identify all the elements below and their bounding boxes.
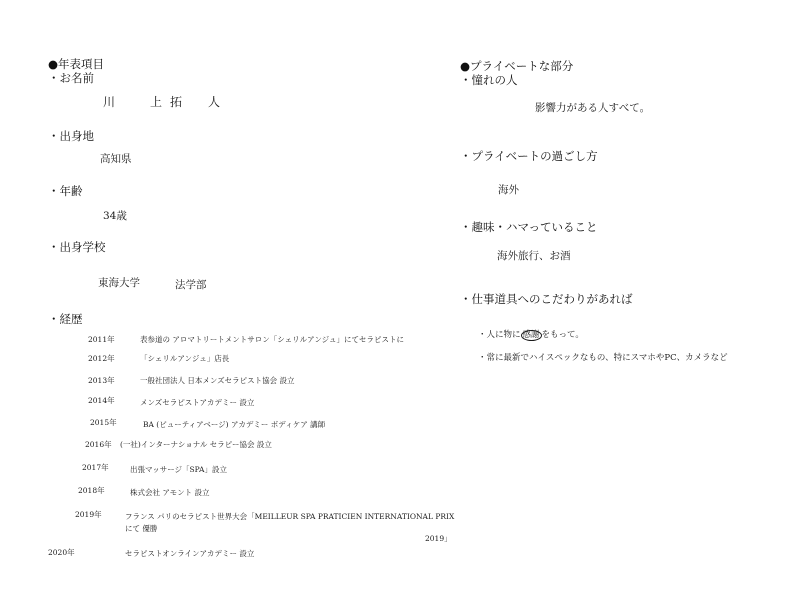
idol-value: 影響力がある人すべて。 [535,102,651,114]
career-entry: 一般社団法人 日本メンズセラピスト協会 設立 [140,376,295,385]
career-year: 2019年 [75,510,102,519]
age-value: 34歳 [103,210,127,222]
idol-label: ・憧れの人 [460,73,518,87]
career-entry: フランス パリのセラピスト世界大会「MEILLEUR SPA PRATICIEN INTERNATIONAL PRIX [125,512,455,521]
career-entry: 出張マッサージ「SPA」設立 [130,465,227,474]
career-label: ・経歴 [48,312,83,326]
name-char-3: 拓 [170,95,183,109]
career-entry-continued: にて 優勝 [125,524,158,533]
career-year: 2012年 [88,354,115,363]
school-value: 東海大学 [98,277,140,289]
name-label: ・お名前 [48,71,94,85]
career-entry: (一社)インターナショナル セラピー協会 設立 [120,440,272,449]
birthplace-value: 高知県 [100,153,132,165]
hobby-value: 海外旅行、お酒 [497,250,571,262]
tools-line-1-pre: ・人に物に [478,330,521,340]
career-year: 2011年 [88,335,115,344]
tools-line-1-circled: 感謝 [522,330,540,340]
career-entry-continued: 2019」 [425,534,452,543]
career-entry: 株式会社 アモント 設立 [130,488,210,497]
career-year: 2018年 [78,486,105,495]
career-entry: 表参道の アロマトリートメントサロン「シェリルアンジュ」にてセラピストに [140,335,405,344]
school-faculty: 法学部 [175,279,207,291]
career-entry: メンズセラピストアカデミー 設立 [140,398,255,407]
chronology-section-title: ●年表項目 [48,57,105,71]
school-label: ・出身学校 [48,240,106,254]
career-entry: セラピストオンラインアカデミー 設立 [125,549,255,558]
career-entry: 「シェリルアンジュ」店長 [140,354,230,363]
private-time-label: ・プライベートの過ごし方 [460,149,598,163]
name-char-2: 上 [150,95,163,109]
career-entry: BA (ビューティアベージ) アカデミー ボディケア 講師 [143,420,326,429]
name-char-1: 川 [103,95,116,109]
age-label: ・年齢 [48,184,83,198]
career-year: 2017年 [82,463,109,472]
career-year: 2013年 [88,376,115,385]
tools-line-1-post: をもって。 [541,330,584,340]
career-year: 2020年 [48,548,75,557]
tools-label: ・仕事道具へのこだわりがあれば [460,292,633,306]
career-year: 2015年 [90,418,117,427]
hobby-label: ・趣味・ハマっていること [460,220,598,234]
tools-line-2: ・常に最新でハイスペックなもの、特にスマホやPC、カメラなど [478,353,728,363]
career-year: 2014年 [88,396,115,405]
name-char-4: 人 [208,95,221,109]
career-year: 2016年 [85,440,112,449]
private-section-title: ●プライベートな部分 [460,59,574,73]
tools-line-1 [478,330,584,341]
private-time-value: 海外 [498,184,519,196]
birthplace-label: ・出身地 [48,129,94,143]
